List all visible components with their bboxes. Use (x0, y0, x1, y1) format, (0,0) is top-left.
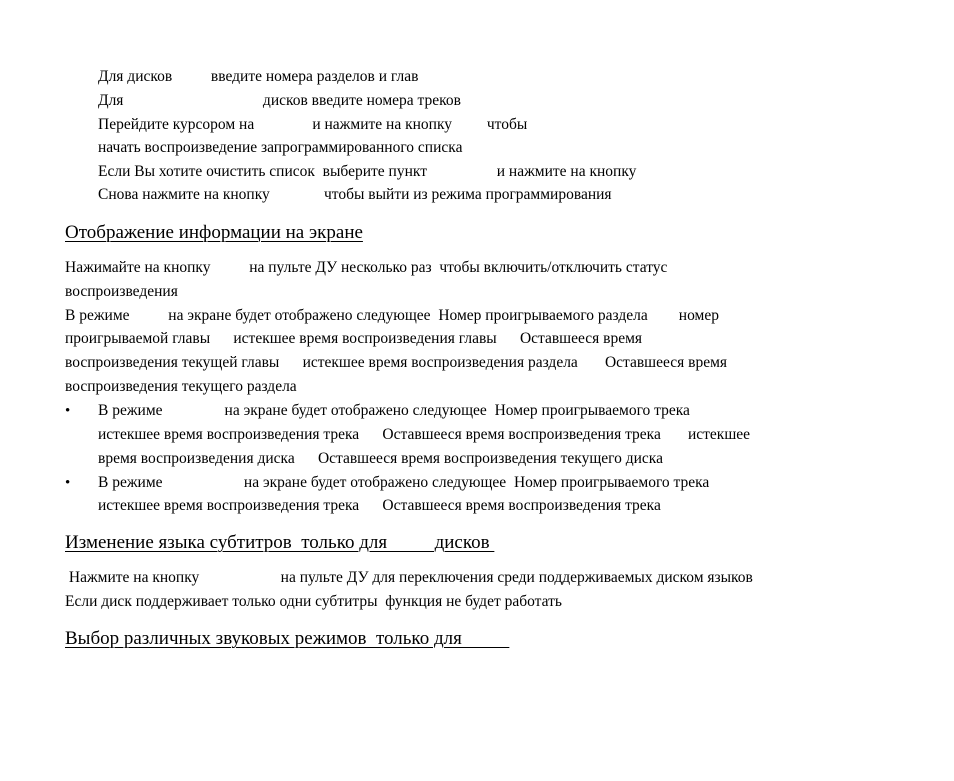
display-line-3: В режиме на экране будет отображено следующее Номер проигрываемого раздела номер (65, 307, 719, 324)
bullet1-line-1: В режиме на экране будет отображено следующее Номер проигрываемого трека (98, 402, 690, 419)
heading-audio-modes: Выбор различных звуковых режимов только для (65, 628, 510, 649)
bullet2-line-2: истекшее время воспроизведения трека Оставшееся время воспроизведения трека (98, 497, 661, 514)
bullet-marker-1: • (65, 403, 71, 419)
display-line-5: воспроизведения текущей главы истекшее время воспроизведения раздела Оставшееся время (65, 354, 728, 371)
subtitle-line-1: Нажмите на кнопку на пульте ДУ для переключения среди поддерживаемых диском языков (65, 569, 753, 586)
intro-line-4: начать воспроизведение запрограммированного списка (98, 139, 463, 156)
heading-display-info: Отображение информации на экране (65, 222, 363, 243)
display-line-4: проигрываемой главы истекшее время воспроизведения главы Оставшееся время (65, 330, 643, 347)
intro-line-1: Для дисков введите номера разделов и глав (98, 68, 419, 85)
intro-line-2: Для дисков введите номера треков (98, 92, 461, 109)
bullet1-line-2: истекшее время воспроизведения трека Оставшееся время воспроизведения трека истекшее (98, 426, 751, 443)
subtitle-line-2: Если диск поддерживает только одни субтитры функция не будет работать (65, 593, 562, 610)
heading-subtitle-language: Изменение языка субтитров только для дисков (65, 532, 495, 553)
bullet-marker-2: • (65, 475, 71, 491)
intro-line-5: Если Вы хотите очистить список выберите пункт и нажмите на кнопку (98, 163, 637, 180)
display-line-1: Нажимайте на кнопку на пульте ДУ несколько раз чтобы включить/отключить статус (65, 259, 668, 276)
display-line-2: воспроизведения (65, 283, 178, 300)
bullet1-line-3: время воспроизведения диска Оставшееся время воспроизведения текущего диска (98, 450, 663, 467)
intro-line-3: Перейдите курсором на и нажмите на кнопку чтобы (98, 116, 528, 133)
display-line-6: воспроизведения текущего раздела (65, 378, 297, 395)
intro-line-6: Снова нажмите на кнопку чтобы выйти из режима программирования (98, 186, 612, 203)
bullet2-line-1: В режиме на экране будет отображено следующее Номер проигрываемого трека (98, 474, 710, 491)
